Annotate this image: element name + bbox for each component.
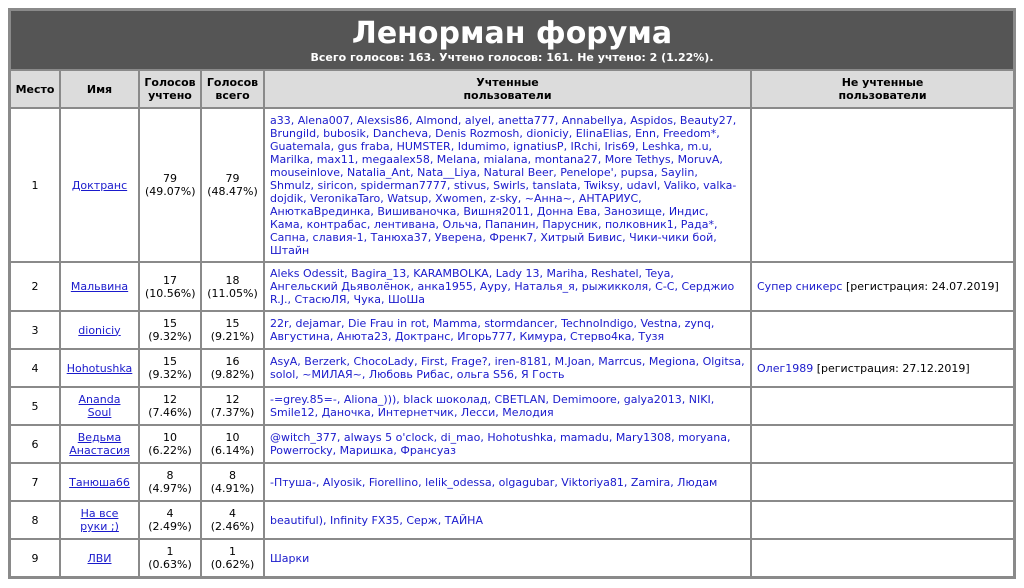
counted-votes: 15 — [163, 317, 177, 330]
total-votes-cell — [201, 108, 264, 262]
uncounted-users-cell — [751, 262, 1014, 311]
nominee-cell — [60, 539, 139, 577]
counted-votes-percent: (49.07%) — [145, 185, 196, 198]
total-votes-percent: (4.91%) — [210, 482, 255, 495]
counted-votes-percent: (9.32%) — [148, 368, 192, 381]
table-row — [10, 108, 1014, 262]
counted-votes-cell — [139, 387, 201, 425]
counted-votes-percent: (0.63%) — [148, 558, 192, 571]
total-votes-percent: (48.47%) — [207, 185, 258, 198]
total-votes-cell — [201, 539, 264, 577]
nominee-link[interactable]: Hohotushka — [66, 361, 133, 375]
column-counted-users-label-1: Учтенные — [476, 76, 539, 89]
counted-users-cell — [264, 501, 751, 539]
counted-votes: 17 — [163, 273, 177, 287]
total-votes-cell — [201, 463, 264, 501]
column-uncounted-users-label-1: Не учтенные — [841, 76, 924, 89]
uncounted-users-cell — [751, 108, 1014, 262]
table-header-banner — [10, 10, 1014, 70]
nominee-name-line2[interactable]: Анастасия — [69, 444, 130, 457]
uncounted-users-cell — [751, 539, 1014, 577]
uncounted-user-name[interactable]: Олег1989 — [757, 361, 814, 375]
column-counted-users — [264, 70, 751, 108]
counted-votes-cell — [139, 425, 201, 463]
counted-users-cell — [264, 539, 751, 577]
column-name — [60, 70, 139, 108]
total-votes-percent: (9.82%) — [210, 368, 255, 381]
counted-users-cell — [264, 311, 751, 349]
place-cell: 5 — [10, 387, 60, 425]
nominee-link[interactable]: Танюша66 — [69, 475, 130, 489]
nominee-link[interactable]: Доктранс — [71, 178, 128, 192]
nominee-name-line1[interactable]: Ведьма — [77, 431, 122, 444]
counted-users-cell — [264, 262, 751, 311]
column-counted-label-1: Голосов — [144, 76, 196, 89]
nominee-link[interactable] — [69, 431, 129, 457]
column-total-label-1: Голосов — [206, 76, 259, 89]
column-total — [201, 70, 264, 108]
column-counted — [139, 70, 201, 108]
nominee-cell — [60, 463, 139, 501]
nominee-cell — [60, 108, 139, 262]
counted-users-list[interactable]: beautiful), Infinity FX35, Серж, ТАЙНА — [270, 513, 483, 527]
counted-users-cell — [264, 349, 751, 387]
uncounted-users-cell — [751, 349, 1014, 387]
nominee-name-line1[interactable]: Ananda — [78, 393, 121, 406]
uncounted-user-registration: [регистрация: 24.07.2019] — [842, 280, 999, 293]
column-counted-users-label-2: пользователи — [463, 89, 552, 102]
total-votes: 4 — [229, 507, 236, 520]
counted-votes-cell — [139, 349, 201, 387]
total-votes: 12 — [225, 393, 240, 406]
total-votes-cell — [201, 262, 264, 311]
nominee-name-line1[interactable]: На все — [80, 507, 119, 520]
results-page — [8, 8, 1016, 579]
nominee-cell — [60, 311, 139, 349]
nominee-cell — [60, 425, 139, 463]
nominee-link[interactable]: dioniciy — [78, 323, 121, 337]
table-row — [10, 311, 1014, 349]
counted-votes: 8 — [166, 469, 174, 482]
counted-users-list[interactable]: 22r, dejamar, Die Frau in rot, Mamma, stormdancer, TechnoIndigo, Vestna, zynq, Августина, Анюта23, Доктранс, Игорь777, Кимура, Стерво4ка, Тузя — [270, 317, 715, 343]
place-cell: 1 — [10, 108, 60, 262]
counted-users-list[interactable]: -Птуша-, Alyosik, Fiorellino, lelik_odessa, olgagubar, Viktoriya81, Zamira, Людам — [270, 475, 718, 489]
total-votes: 18 — [225, 273, 240, 287]
total-votes: 8 — [229, 469, 236, 482]
counted-users-list[interactable]: a33, Alena007, Alexsis86, Almond, alyel, anetta777, Annabellya, Aspidos, Beauty27, Brungild, bubosik, Dancheva, Denis Rozmosh, dioniciy, ElinaElias, Enn, Freedom*, Guatemala, gus fraba, HUMSTER, Idumimo, ignatiusP, IRchi, Iris69, Leshka, m.u, Marilka, max11, megaalex58, Melana, mialana, montana27, More Tethys, MoruvA, mouseinlove, Natalia_Ant, Nata__Liya, Natural Beer, Penelope', pupsa, Saylin, Shmulz, siricon, spiderman7777, stivus, Swirls, tanslata, Twiksy, udavl, Valiko, valka-dojdik, VeronikaTaro, Watsup, Xwomen, z-sky, ~Анна~, АНТАРИУС, АнюткаВрединка, Вишиваночка, Вишня2011, Донна Ева, Занозище, Индис, Кама, контрабас, лентивана, Ольча, Папанин, Парусник, полковник1, Рада*, Сапна, славия-1, Танюха37, Уверена, Френк7, Хитрый Бивис, Чики-чики бой, Штайн — [270, 113, 737, 257]
counted-votes: 15 — [163, 355, 177, 368]
column-counted-label-2: учтено — [148, 89, 192, 102]
column-total-label-2: всего — [215, 89, 250, 102]
column-place-label: Место — [15, 82, 55, 96]
counted-users-list[interactable]: Aleks Odessit, Bagira_13, KARAMBOLKA, Lady 13, Mariha, Reshatel, Teya, Ангельский Дьяволёнок, анка1955, Ауру, Наталья_я, рыжикколя, С-С, Серджио R.J., СтасюЛЯ, Чука, ШоШа — [270, 267, 735, 306]
uncounted-users-cell — [751, 387, 1014, 425]
column-place — [10, 70, 60, 108]
column-header-row — [10, 70, 1014, 108]
total-votes-percent: (2.46%) — [210, 520, 255, 533]
counted-votes: 12 — [163, 393, 177, 406]
counted-votes: 10 — [163, 431, 177, 444]
total-votes-cell — [201, 501, 264, 539]
results-rows — [10, 108, 1014, 577]
counted-users-list[interactable]: @witch_377, always 5 o'clock, di_mao, Hohotushka, mamadu, Mary1308, moryana, Powerrocky, Маришка, Франсуаз — [270, 431, 731, 457]
results-table — [8, 8, 1016, 579]
place-cell: 3 — [10, 311, 60, 349]
uncounted-user-name[interactable]: Супер сникерс — [757, 280, 843, 293]
total-votes: 16 — [225, 355, 240, 368]
total-votes-percent: (0.62%) — [210, 558, 255, 571]
total-votes: 1 — [229, 545, 236, 558]
counted-users-cell — [264, 463, 751, 501]
total-votes-percent: (6.14%) — [210, 444, 255, 457]
nominee-name-line2[interactable]: руки ;) — [80, 520, 119, 533]
table-row — [10, 387, 1014, 425]
counted-users-cell — [264, 108, 751, 262]
counted-votes: 79 — [163, 172, 177, 185]
nominee-link[interactable]: ЛВИ — [87, 551, 112, 565]
table-row — [10, 539, 1014, 577]
table-row — [10, 501, 1014, 539]
counted-votes-percent: (10.56%) — [145, 286, 196, 300]
column-name-label: Имя — [86, 82, 113, 96]
nominee-cell — [60, 501, 139, 539]
counted-users-list[interactable]: AsyA, Berzerk, ChocoLady, First, Frage?, iren-8181, M.Joan, Marrcus, Megiona, Olgitsa, solol, ~МИЛАЯ~, Любовь Рибас, ольга S56, Я Гость — [270, 355, 745, 381]
vote-summary: Всего голосов: 163. Учтено голосов: 161. Не учтено: 2 (1.22%). — [310, 51, 714, 64]
total-votes-cell — [201, 349, 264, 387]
place-cell: 9 — [10, 539, 60, 577]
nominee-cell — [60, 262, 139, 311]
counted-users-list[interactable]: -=grey.85=-, Aliona_))), black шоколад, CBETLAN, Demimoore, galya2013, NIKI, Smile12, Даночка, Интернетчик, Лесси, Мелодия — [270, 393, 715, 419]
total-votes-cell — [201, 311, 264, 349]
table-row — [10, 262, 1014, 311]
counted-users-cell — [264, 425, 751, 463]
counted-votes: 1 — [166, 545, 174, 558]
counted-votes-cell — [139, 262, 201, 311]
place-cell: 4 — [10, 349, 60, 387]
place-cell: 7 — [10, 463, 60, 501]
place-cell: 2 — [10, 262, 60, 311]
nominee-name-line2[interactable]: Soul — [87, 406, 112, 419]
counted-votes-percent: (7.46%) — [148, 406, 192, 419]
uncounted-user-registration: [регистрация: 27.12.2019] — [813, 361, 970, 375]
page-title: Ленорман форума — [351, 16, 673, 51]
counted-votes-percent: (2.49%) — [148, 520, 192, 533]
total-votes: 15 — [225, 317, 240, 330]
total-votes-percent: (9.21%) — [210, 330, 255, 343]
table-row — [10, 463, 1014, 501]
nominee-link[interactable]: Мальвина — [70, 280, 129, 293]
counted-votes-cell — [139, 463, 201, 501]
uncounted-users-cell — [751, 463, 1014, 501]
counted-votes-cell — [139, 108, 201, 262]
nominee-link[interactable] — [79, 393, 121, 419]
table-row — [10, 425, 1014, 463]
counted-users-cell — [264, 387, 751, 425]
place-cell: 8 — [10, 501, 60, 539]
total-votes-cell — [201, 425, 264, 463]
counted-votes-cell — [139, 501, 201, 539]
counted-votes-cell — [139, 539, 201, 577]
place-cell: 6 — [10, 425, 60, 463]
counted-votes-percent: (6.22%) — [148, 444, 192, 457]
nominee-link[interactable] — [80, 507, 119, 533]
nominee-cell — [60, 387, 139, 425]
uncounted-users-cell — [751, 311, 1014, 349]
uncounted-users-cell — [751, 425, 1014, 463]
counted-users-list[interactable]: Шарки — [270, 551, 310, 565]
total-votes-percent: (7.37%) — [210, 406, 255, 419]
counted-votes-percent: (4.97%) — [148, 482, 192, 495]
total-votes: 10 — [225, 431, 240, 444]
uncounted-users-cell — [751, 501, 1014, 539]
total-votes: 79 — [225, 172, 240, 185]
table-row — [10, 349, 1014, 387]
counted-votes-percent: (9.32%) — [148, 330, 192, 343]
total-votes-cell — [201, 387, 264, 425]
column-uncounted-users — [751, 70, 1014, 108]
column-uncounted-users-label-2: пользователи — [838, 89, 927, 102]
nominee-cell — [60, 349, 139, 387]
counted-votes: 4 — [166, 507, 174, 520]
counted-votes-cell — [139, 311, 201, 349]
total-votes-percent: (11.05%) — [207, 286, 258, 300]
